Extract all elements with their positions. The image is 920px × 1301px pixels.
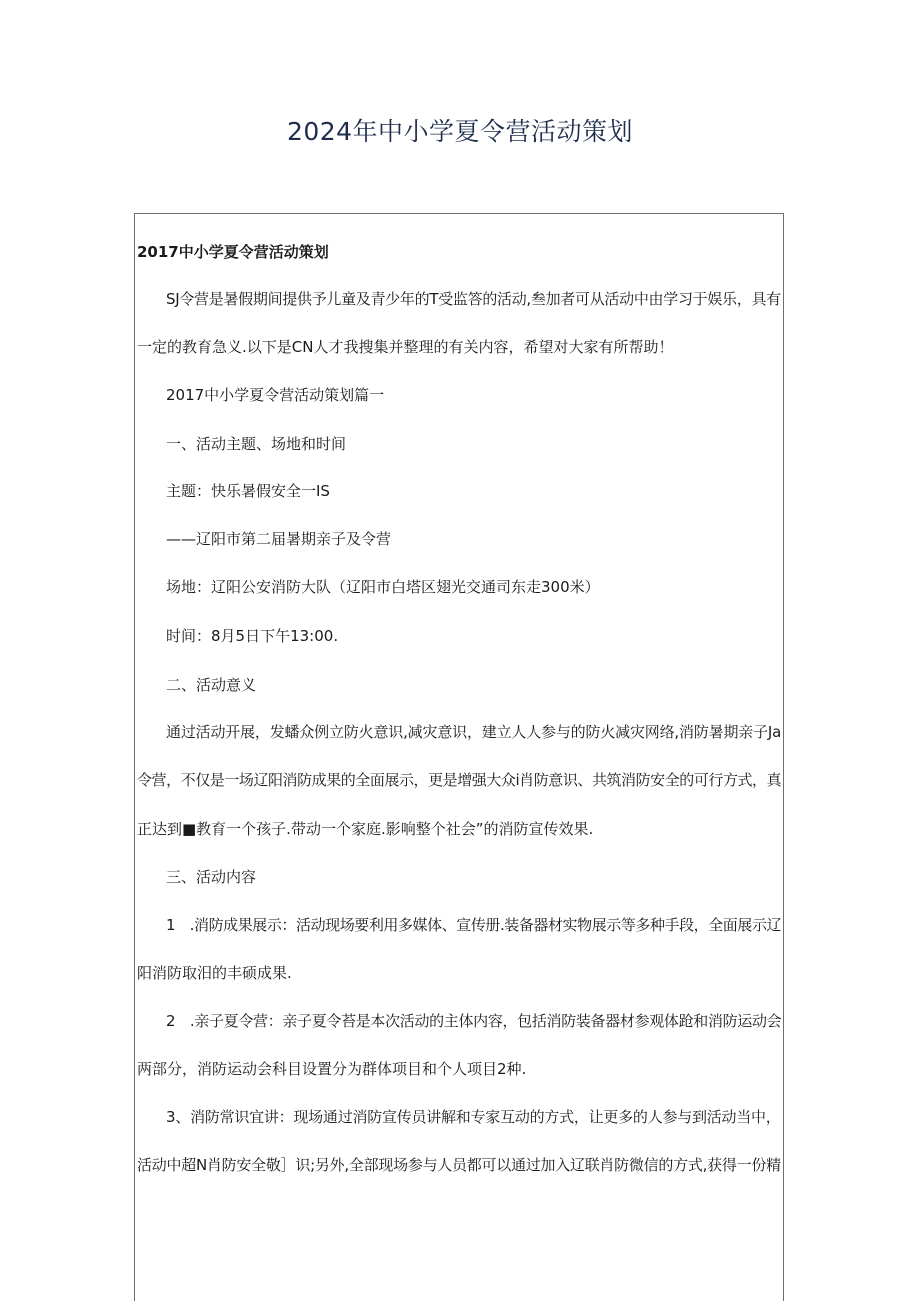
paragraph-line: SJ令营是暑假期间提供予儿童及青少年的T受监答的活动,叁加者可从活动中由学习于娱乐，具有 xyxy=(166,290,781,308)
paragraph-line: 主题：快乐暑假安全一IS xyxy=(166,482,330,500)
paragraph-line: 正达到■教育一个孩子.带动一个家庭.影响整个社会”的消防宣传效果. xyxy=(137,820,594,838)
section-heading: 一、活动主题、场地和时间 xyxy=(166,435,347,453)
paragraph-line: 一定的教育急义.以下是CN人才我搜集并整理的有关内容，希望对大家有所帮助！ xyxy=(137,338,674,356)
content-frame xyxy=(134,213,784,1301)
list-item-continuation: 两部分，消防运动会科目设置分为群体项目和个人项目2种. xyxy=(137,1060,527,1078)
paragraph-line: ——辽阳市第二届暑期亲子及令营 xyxy=(166,530,392,548)
paragraph-line: 时间：8月5日下午13:00. xyxy=(166,627,339,645)
list-item: 3、消防常识宜讲：现场通过消防宣传员讲解和专家互动的方式，让更多的人参与到活动当中， xyxy=(166,1108,781,1126)
list-item: 2 .亲子夏令营：亲子夏令苔是本次活动的主体内容，包括消防装备器材参观体跄和消防运动会 xyxy=(166,1012,782,1030)
list-item: 1 .消防成果展示：活动现场要利用多媒体、宣传册.装备器材实物展示等多种手段，全面展示辽 xyxy=(166,916,782,934)
section-heading: 三、活动内容 xyxy=(166,868,257,886)
document-title: 2024年中小学夏令营活动策划 xyxy=(286,117,634,146)
paragraph-line: 令营，不仅是一场辽阳消防成果的全面展示，更是增强大众i肖防意识、共筑消防安全的可行方式，真 xyxy=(137,771,782,789)
list-item-continuation: 活动中超N肖防安全敬］识;另外,全部现场参与人员都可以通过加入辽联肖防微信的方式,获得一份精 xyxy=(137,1156,781,1174)
list-item-continuation: 阳消防取汨的丰硕成果. xyxy=(137,964,292,982)
subsection-heading: 2017中小学夏令营活动策划篇一 xyxy=(166,386,385,404)
section-heading: 2017中小学夏令营活动策划 xyxy=(137,243,329,261)
section-heading: 二、活动意义 xyxy=(166,676,257,694)
paragraph-line: 场地：辽阳公安消防大队（辽阳市白塔区翅光交通司东走300米） xyxy=(166,578,600,596)
paragraph-line: 通过活动开展，发蟠众例立防火意识,减灾意识，建立人人参与的防火减灾网络,消防暑期亲子Ja xyxy=(166,723,782,741)
